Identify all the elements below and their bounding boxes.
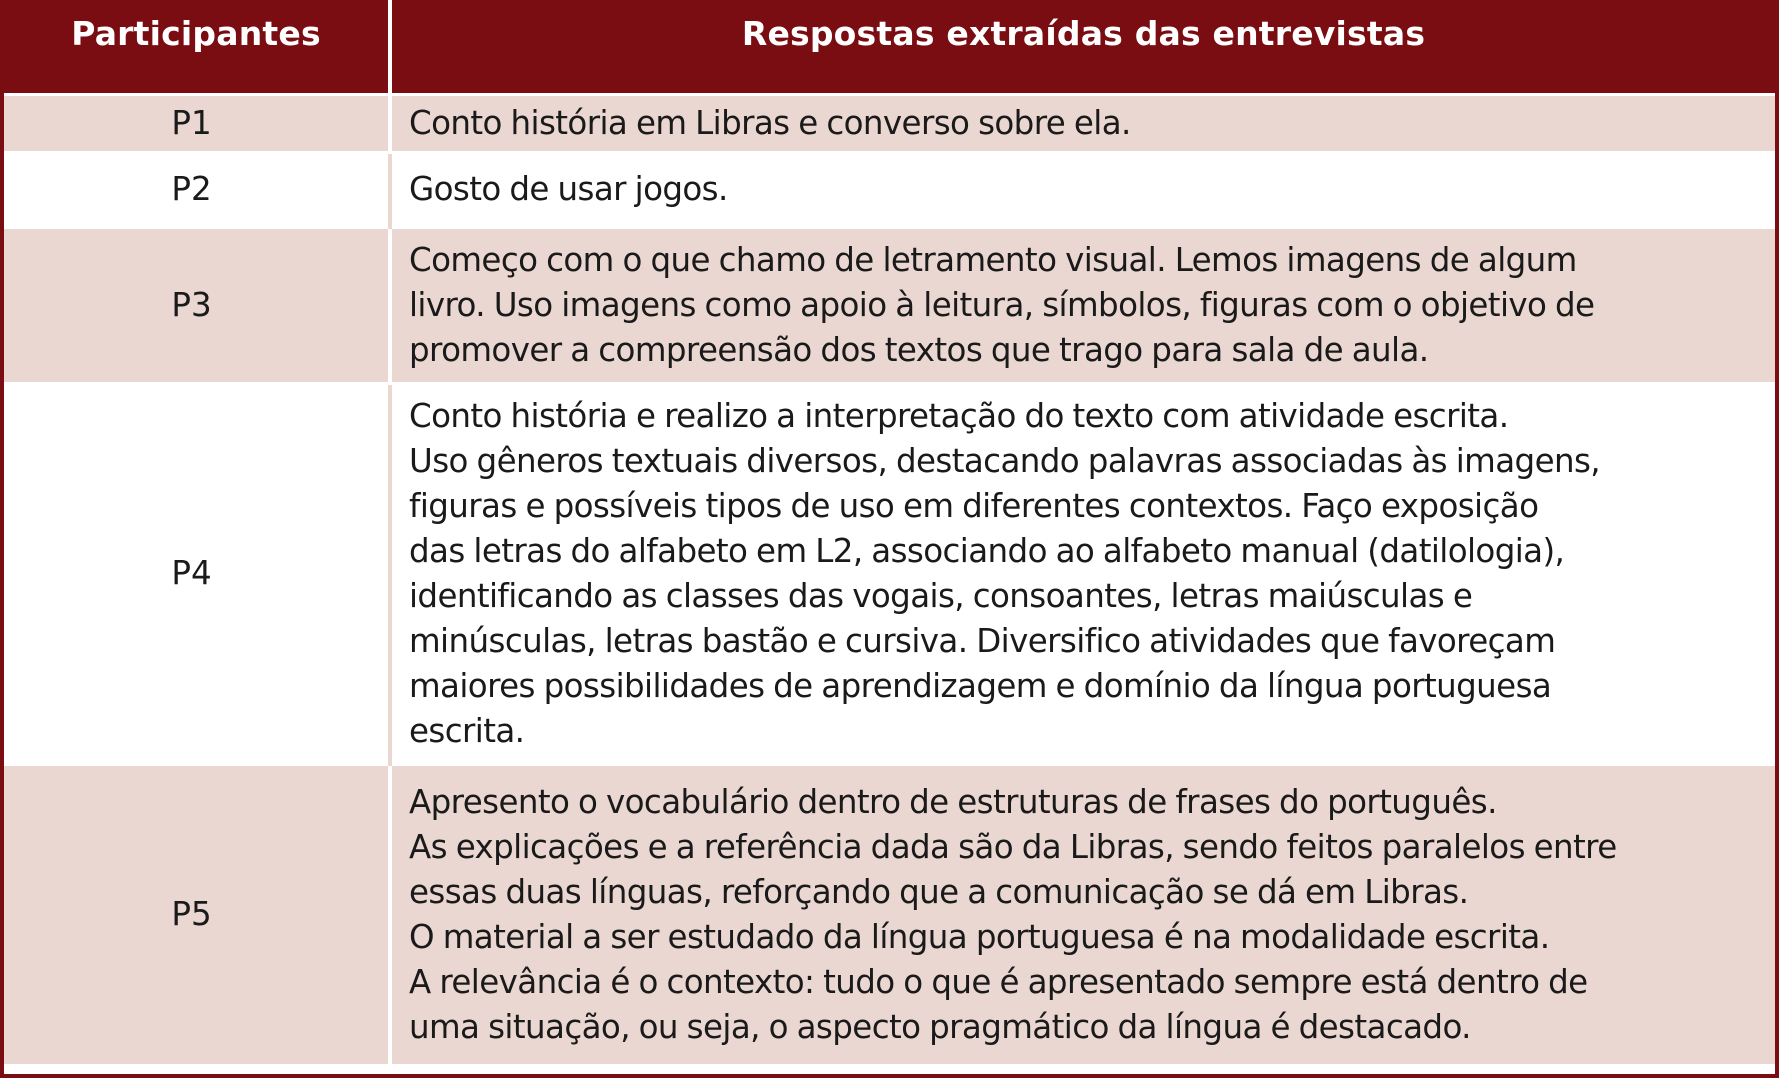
response-line: escrita. <box>409 711 525 750</box>
response-line: figuras e possíveis tipos de uso em diferentes contextos. Faço exposição <box>409 486 1539 525</box>
participant-id: P5 <box>4 764 390 1064</box>
table-row-p5 <box>4 764 1775 1064</box>
participant-id: P2 <box>4 152 390 227</box>
table-row-p4 <box>4 383 1775 764</box>
table-row-p1 <box>4 94 1775 152</box>
response-line: Uso gêneros textuais diversos, destacando palavras associadas às imagens, <box>409 441 1601 480</box>
header-responses: Respostas extraídas das entrevistas <box>390 0 1775 94</box>
participant-id: P1 <box>4 94 390 152</box>
response-line: identificando as classes das vogais, consoantes, letras maiúsculas e <box>409 576 1473 615</box>
header-participants: Participantes <box>4 0 390 94</box>
response-cell <box>390 383 1775 764</box>
response-cell <box>390 152 1775 227</box>
table-row-p3 <box>4 227 1775 383</box>
table-header <box>4 0 1775 94</box>
response-line: Conto história e realizo a interpretação do texto com atividade escrita. <box>409 396 1509 435</box>
response-line: Conto história em Libras e converso sobre ela. <box>409 103 1131 142</box>
response-line: minúsculas, letras bastão e cursiva. Diversifico atividades que favoreçam <box>409 621 1556 660</box>
header-row <box>4 0 1775 94</box>
response-line: das letras do alfabeto em L2, associando ao alfabeto manual (datilologia), <box>409 531 1565 570</box>
response-cell <box>390 94 1775 152</box>
response-line: uma situação, ou seja, o aspecto pragmático da língua é destacado. <box>409 1007 1471 1046</box>
response-line: livro. Uso imagens como apoio à leitura, símbolos, figuras com o objetivo de <box>409 285 1595 324</box>
response-line: maiores possibilidades de aprendizagem e domínio da língua portuguesa <box>409 666 1552 705</box>
response-cell <box>390 764 1775 1064</box>
response-line: Começo com o que chamo de letramento visual. Lemos imagens de algum <box>409 240 1577 279</box>
table-body <box>4 94 1775 1064</box>
response-cell <box>390 227 1775 383</box>
response-line: Apresento o vocabulário dentro de estruturas de frases do português. <box>409 782 1497 821</box>
interview-responses-table <box>4 0 1775 1064</box>
response-line: Gosto de usar jogos. <box>409 170 728 208</box>
response-line: O material a ser estudado da língua portuguesa é na modalidade escrita. <box>409 917 1550 956</box>
participant-id: P4 <box>4 383 390 764</box>
response-line: essas duas línguas, reforçando que a comunicação se dá em Libras. <box>409 872 1469 911</box>
participant-id: P3 <box>4 227 390 383</box>
response-line: promover a compreensão dos textos que trago para sala de aula. <box>409 330 1429 369</box>
response-line: A relevância é o contexto: tudo o que é apresentado sempre está dentro de <box>409 962 1588 1001</box>
response-line: As explicações e a referência dada são da Libras, sendo feitos paralelos entre <box>409 827 1617 866</box>
table-row-p2 <box>4 152 1775 227</box>
